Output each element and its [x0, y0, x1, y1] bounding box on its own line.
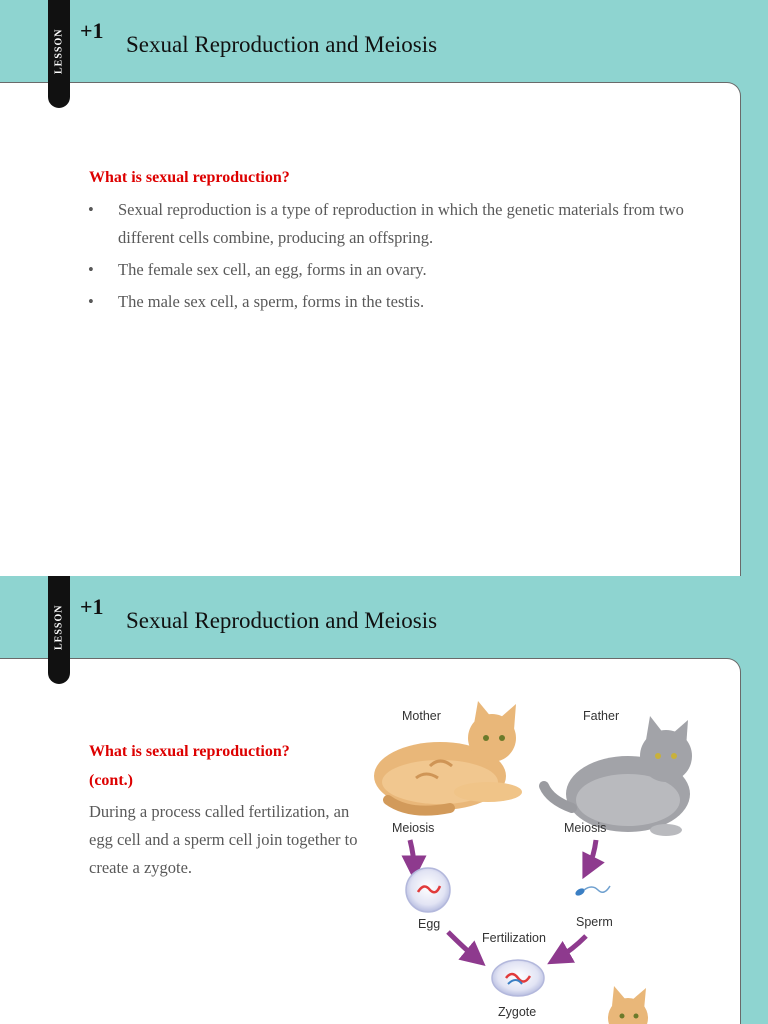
mother-label: Mother: [402, 709, 441, 723]
bullet-item: • The female sex cell, an egg, forms in an ovary.: [88, 256, 688, 284]
section-heading-cont: (cont.): [89, 772, 133, 789]
section-heading: What is sexual reproduction?: [89, 169, 290, 186]
arrow-left-down: [410, 840, 414, 868]
content-panel: [0, 82, 741, 576]
lesson-number: +1: [80, 18, 104, 43]
lesson-number: +1: [80, 594, 104, 619]
mother-cat-illustration: [374, 701, 522, 811]
fertilization-diagram: [360, 696, 730, 1024]
arrow-sperm-to-zygote: [558, 936, 586, 958]
bullet-item: • Sexual reproduction is a type of reproduction in which the genetic materials from two different cells combine, producing an offspring.: [88, 196, 688, 252]
bullet-item: • The male sex cell, a sperm, forms in the testis.: [88, 288, 688, 316]
bullet-list: [88, 196, 688, 320]
father-label: Father: [583, 709, 620, 723]
section-heading: What is sexual reproduction?: [89, 743, 290, 760]
body-paragraph: During a process called fertilization, an egg cell and a sperm cell join together to create a zygote.: [89, 802, 358, 877]
kitten-illustration: [608, 986, 648, 1024]
slide-title: Sexual Reproduction and Meiosis: [126, 32, 438, 57]
meiosis-left-label: Meiosis: [392, 821, 435, 835]
sperm-label: Sperm: [576, 915, 613, 929]
arrow-egg-to-zygote: [448, 932, 476, 958]
zygote-label: Zygote: [498, 1005, 537, 1019]
lesson-label: LESSON: [53, 604, 65, 650]
sperm-cell-icon: [574, 886, 610, 897]
lesson-tab: [48, 0, 70, 108]
slide-2: [0, 576, 768, 1024]
slide-title: Sexual Reproduction and Meiosis: [126, 608, 438, 633]
meiosis-right-label: Meiosis: [564, 821, 607, 835]
zygote-cell-icon: [492, 960, 544, 996]
fertilization-label: Fertilization: [482, 931, 546, 945]
lesson-label: LESSON: [53, 28, 65, 74]
lesson-tab: [48, 576, 70, 684]
arrow-right-down: [588, 840, 596, 868]
father-cat-illustration: [544, 716, 692, 836]
egg-label: Egg: [418, 917, 441, 931]
egg-cell-icon: [406, 868, 450, 912]
